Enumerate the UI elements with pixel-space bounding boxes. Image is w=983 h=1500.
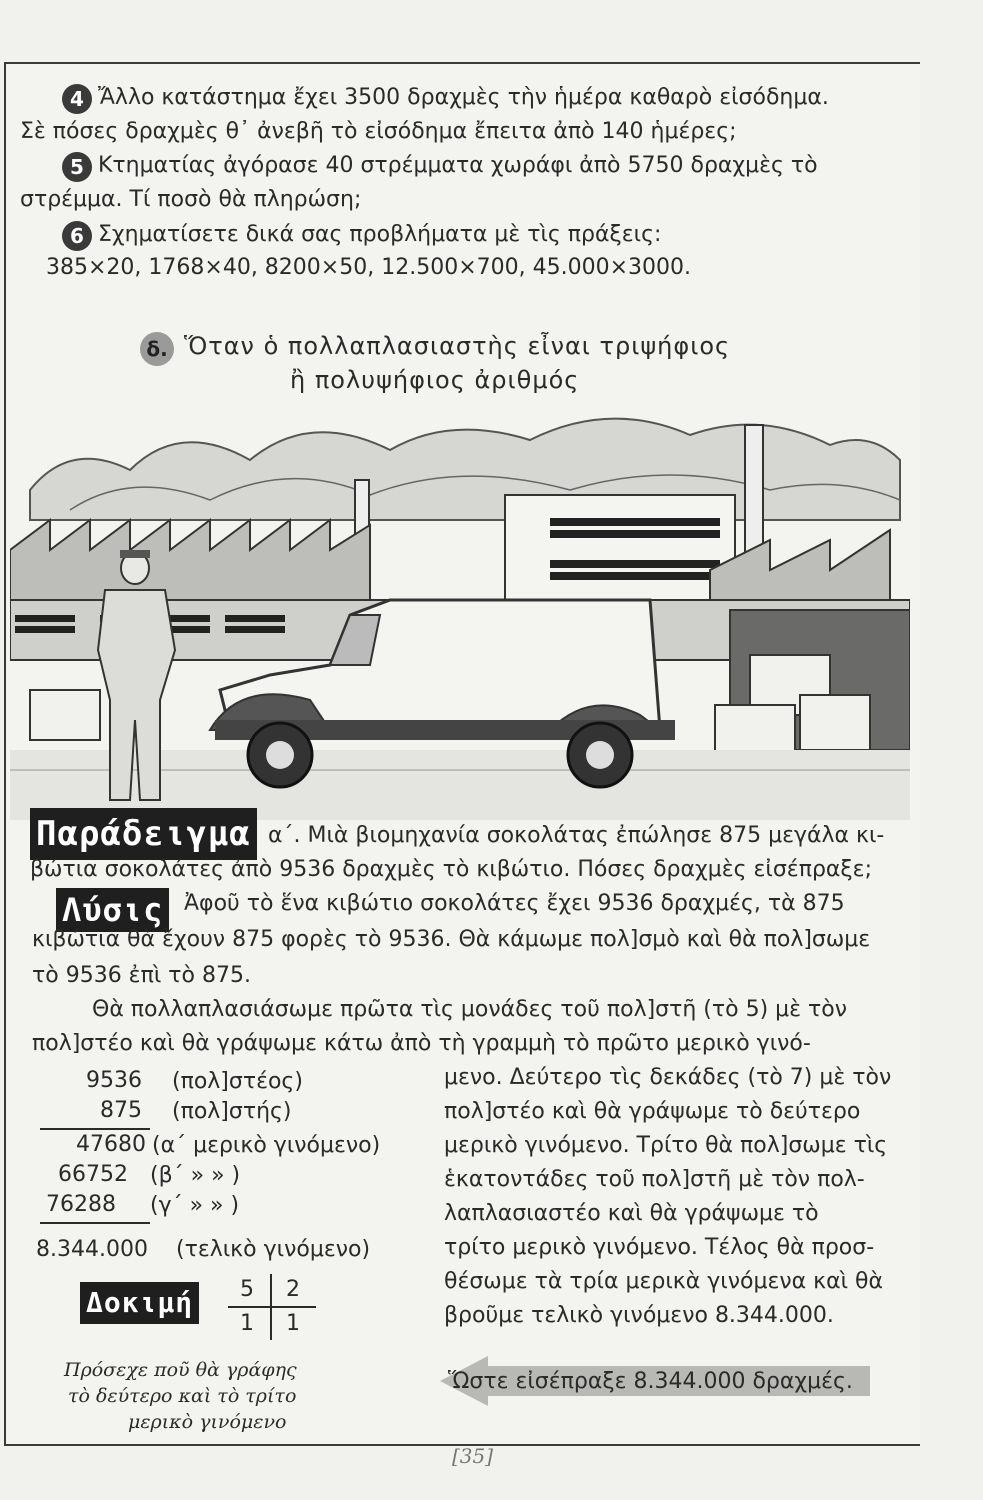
section-title-line1: Ὅταν ὁ πολλαπλασιαστὴς εἶναι τριψήφιος <box>184 332 731 360</box>
solution-line2: κιβώτια θὰ ἔχουν 875 φορὲς τὸ 9536. Θὰ κάμωμε πολ]σμὸ καὶ θὰ πολ]σωμε <box>32 927 871 952</box>
calc-label: (πολ]στέος) <box>172 1069 303 1094</box>
explanation-line: βροῦμε τελικὸ γινόμενο 8.344.000. <box>444 1303 834 1328</box>
calc-partial-2: 66752 <box>58 1162 128 1187</box>
check-horizontal-rule <box>228 1306 316 1308</box>
problem-4-number: 4 <box>62 84 92 114</box>
page-number: [35] <box>452 1444 494 1468</box>
problem-6-line2: 385×20, 1768×40, 8200×50, 12.500×700, 45.000×3000. <box>46 255 691 280</box>
calc-multiplicand: 9536 <box>86 1068 142 1093</box>
solution-line3: τὸ 9536 ἐπὶ τὸ 875. <box>32 963 251 988</box>
section-title-line2: ἢ πολυψήφιος ἀριθμός <box>290 366 580 394</box>
solution-para2: πολ]στέο καὶ θὰ γράψωμε κάτω ἀπὸ τὴ γραμμὴ τὸ πρῶτο μερικὸ γινό- <box>32 1031 811 1056</box>
section-letter: δ. <box>140 332 174 366</box>
note-line1: Πρόσεχε ποῦ θὰ γράφης <box>64 1359 297 1381</box>
solution-line1: Ἀφοῦ τὸ ἕνα κιβώτιο σοκολάτες ἔχει 9536 δραχμές, τὰ 875 <box>184 891 845 916</box>
check-top-left: 5 <box>240 1277 254 1302</box>
solution-para1: Θὰ πολλαπλασιάσωμε πρῶτα τὶς μονάδες τοῦ πολ]στῆ (τὸ 5) μὲ τὸν <box>92 997 848 1022</box>
problem-5-line1: Κτηματίας ἀγόρασε 40 στρέμματα χωράφι ἀπὸ 5750 δραχμὲς τὸ <box>98 153 818 178</box>
check-vertical-rule <box>270 1274 272 1340</box>
problem-5-line2: στρέμμα. Τί ποσὸ θὰ πληρώση; <box>20 187 362 212</box>
result-text: Ὥστε εἰσέπραξε 8.344.000 δραχμές. <box>448 1369 853 1394</box>
calc-label: (β΄ » » ) <box>150 1163 241 1188</box>
calc-rule <box>40 1128 150 1130</box>
calc-label: (τελικὸ γινόμενο) <box>176 1237 371 1262</box>
factory-truck-illustration <box>10 400 910 820</box>
explanation-line: τρίτο μερικὸ γινόμενο. Τέλος θὰ προσ- <box>444 1235 875 1260</box>
calc-final: 8.344.000 <box>36 1237 148 1262</box>
problem-6-number: 6 <box>62 221 92 251</box>
explanation-line: μενο. Δεύτερο τὶς δεκάδες (τὸ 7) μὲ τὸν <box>444 1065 892 1090</box>
explanation-line: πολ]στέο καὶ θὰ γράψωμε τὸ δεύτερο <box>444 1099 861 1124</box>
problem-4-line2: Σὲ πόσες δραχμὲς θ᾽ ἀνεβῆ τὸ εἰσόδημα ἔπειτα ἀπὸ 140 ἡμέρες; <box>20 119 737 144</box>
note-line2: τὸ δεύτερο καὶ τὸ τρίτο <box>68 1385 297 1407</box>
explanation-line: ἑκατοντάδες τοῦ πολ]στῆ μὲ τὸν πολ- <box>444 1167 865 1192</box>
example-line1: α΄. Μιὰ βιομηχανία σοκολάτας ἐπώλησε 875 μεγάλα κι- <box>268 823 885 848</box>
example-tag: Παράδειγμα <box>30 808 257 860</box>
solution-tag: Λύσις <box>56 888 169 932</box>
calc-label: (γ΄ » » ) <box>150 1193 240 1218</box>
explanation-line: θέσωμε τὰ τρία μερικὰ γινόμενα καὶ θὰ <box>444 1269 884 1294</box>
check-top-right: 2 <box>286 1277 300 1302</box>
calc-multiplier: 875 <box>100 1098 142 1123</box>
calc-partial-1: 47680 <box>76 1132 146 1157</box>
check-tag: Δοκιμή <box>80 1282 199 1324</box>
example-line2: βώτια σοκολάτες ἀπὸ 9536 δραχμὲς τὸ κιβώτιο. Πόσες δραχμὲς εἰσέπραξε; <box>30 857 872 882</box>
check-bottom-left: 1 <box>240 1311 254 1336</box>
explanation-line: μερικὸ γινόμενο. Τρίτο θὰ πολ]σωμε τὶς <box>444 1133 888 1158</box>
calc-label: (πολ]στής) <box>172 1099 292 1124</box>
problem-6-line1: Σχηματίσετε δικά σας προβλήματα μὲ τὶς πράξεις: <box>98 222 662 247</box>
calc-rule <box>40 1222 150 1224</box>
explanation-line: λαπλασιαστέο καὶ θὰ γράψωμε τὸ <box>444 1201 819 1226</box>
note-line3: μερικὸ γινόμενο <box>128 1411 287 1433</box>
problem-5-number: 5 <box>62 152 92 182</box>
calc-partial-3: 76288 <box>46 1192 116 1217</box>
calc-label: (α΄ μερικὸ γινόμενο) <box>152 1133 381 1158</box>
problem-4-line1: Ἄλλο κατάστημα ἔχει 3500 δραχμὲς τὴν ἡμέρα καθαρὸ εἰσόδημα. <box>98 85 829 110</box>
check-bottom-right: 1 <box>286 1311 300 1336</box>
